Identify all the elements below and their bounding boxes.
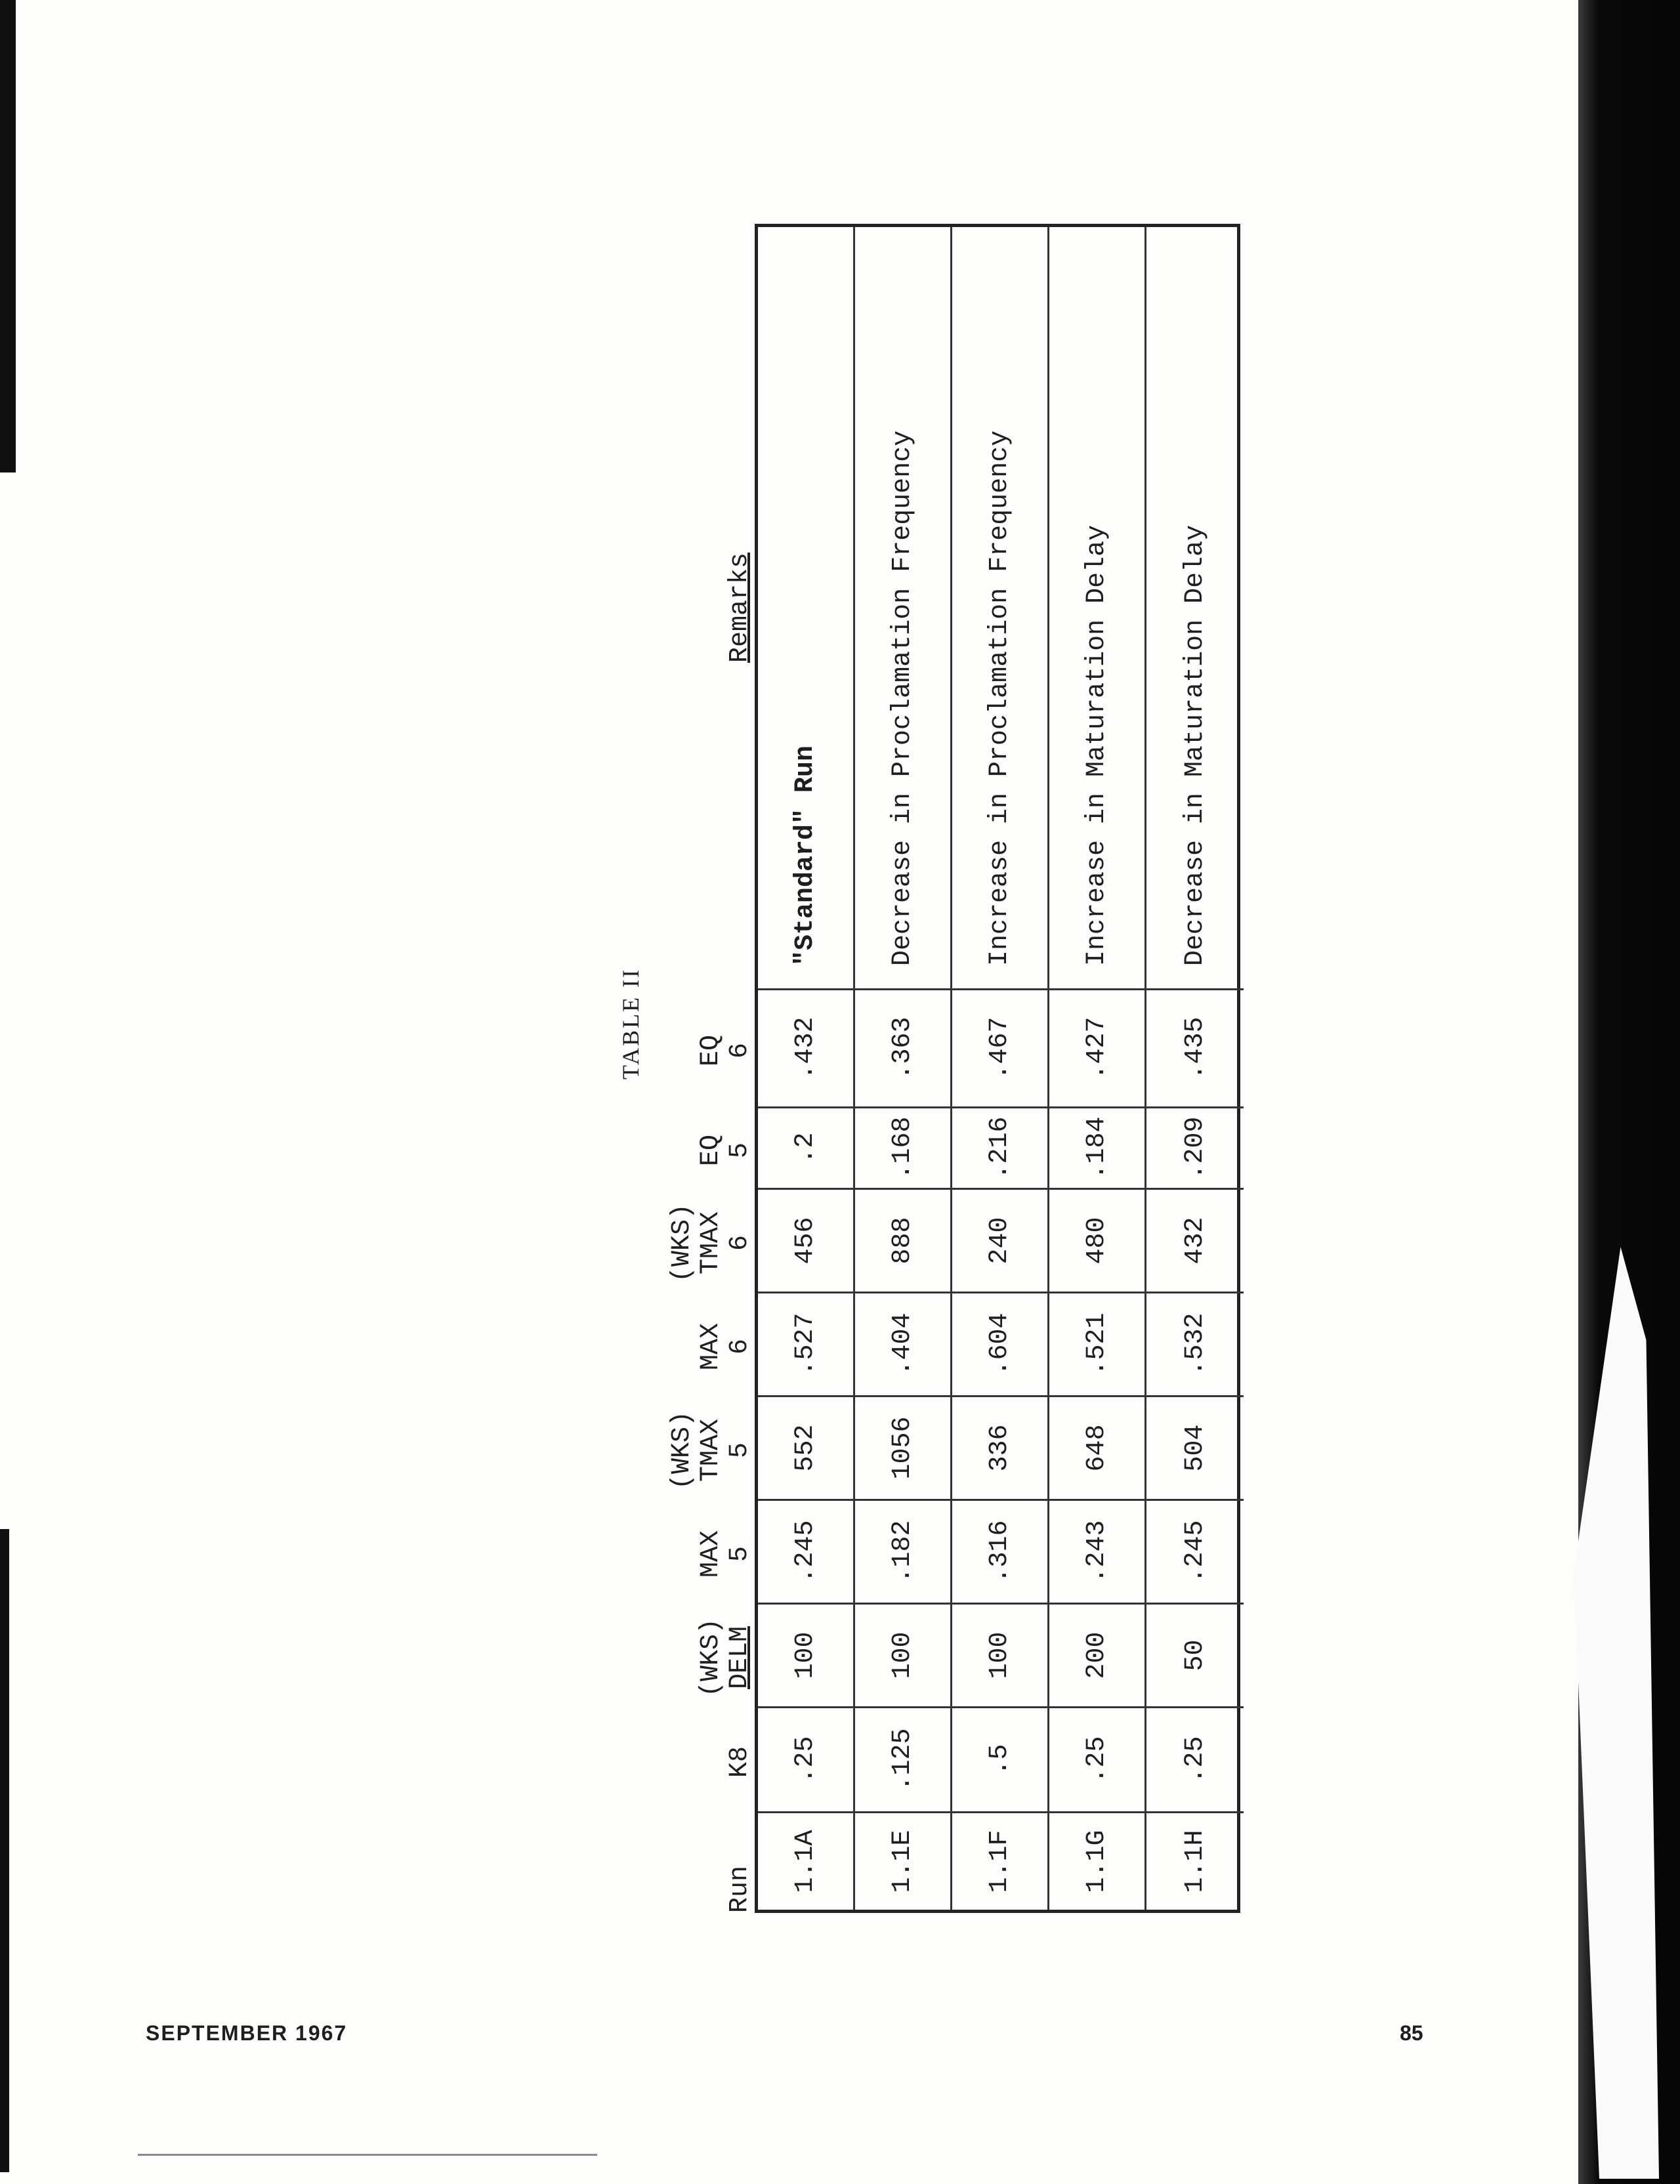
cell-eq6: .467 — [952, 988, 1047, 1106]
table-row — [1146, 227, 1244, 1910]
cell-max6: .527 — [758, 1292, 853, 1395]
table-row — [952, 227, 1049, 1910]
data-table — [755, 224, 1240, 1913]
header-tmax5-name: TMAX — [696, 1419, 726, 1482]
header-run-label: Run — [725, 1865, 755, 1913]
cell-tmax6: 480 — [1049, 1188, 1144, 1292]
header-tmax5 — [643, 1398, 755, 1502]
cell-tmax6: 888 — [855, 1188, 950, 1292]
table-row — [855, 227, 952, 1910]
scan-left-mark — [0, 1529, 33, 2172]
cell-remarks: Decrease in Maturation Delay — [1180, 524, 1210, 966]
cell-max5: .182 — [855, 1499, 950, 1603]
header-remarks — [643, 224, 755, 992]
header-tmax5-units: (WKS) — [667, 1410, 697, 1490]
cell-run: 1.1E — [855, 1811, 950, 1910]
header-delm-label: DELM — [725, 1626, 755, 1690]
cell-run: 1.1G — [1049, 1811, 1144, 1910]
cell-remarks: "Standard" Run — [791, 745, 820, 966]
header-max6-name: MAX — [696, 1323, 726, 1371]
header-eq5-name: EQ — [696, 1135, 726, 1167]
cell-remarks: Increase in Proclamation Frequency — [985, 430, 1015, 966]
cell-k8: .25 — [1146, 1706, 1244, 1811]
cell-delm: 100 — [952, 1603, 1047, 1706]
table-row — [1049, 227, 1146, 1910]
header-k8-label: K8 — [725, 1746, 755, 1778]
cell-max6: .604 — [952, 1292, 1047, 1395]
cell-k8: .125 — [855, 1706, 950, 1811]
cell-tmax6: 432 — [1146, 1188, 1244, 1292]
cell-k8: .25 — [758, 1706, 853, 1811]
cell-run: 1.1A — [758, 1811, 853, 1910]
cell-eq5: .2 — [758, 1106, 853, 1188]
header-run — [643, 1815, 755, 1913]
header-max5-name: MAX — [696, 1530, 726, 1578]
cell-max6: .532 — [1146, 1292, 1244, 1395]
cell-eq5: .216 — [952, 1106, 1047, 1188]
header-tmax6-units: (WKS) — [667, 1203, 697, 1283]
cell-remarks: Increase in Maturation Delay — [1082, 524, 1112, 966]
footer-date: SEPTEMBER 1967 — [146, 2021, 348, 2045]
cell-eq5: .184 — [1049, 1106, 1144, 1188]
header-tmax6-name: TMAX — [696, 1211, 726, 1275]
cell-eq6: .432 — [758, 988, 853, 1106]
cell-max6: .404 — [855, 1292, 950, 1395]
cell-k8: .5 — [952, 1706, 1047, 1811]
header-delm-units: (WKS) — [696, 1618, 726, 1698]
header-eq6-name: EQ — [696, 1035, 726, 1067]
cell-tmax5: 1056 — [855, 1395, 950, 1499]
cell-delm: 100 — [855, 1603, 950, 1706]
cell-max5: .245 — [1146, 1499, 1244, 1603]
cell-tmax5: 648 — [1049, 1395, 1144, 1499]
cell-tmax5: 336 — [952, 1395, 1047, 1499]
cell-max5: .316 — [952, 1499, 1047, 1603]
cell-run: 1.1H — [1146, 1811, 1244, 1910]
header-max5-num: 5 — [725, 1546, 755, 1563]
cell-tmax5: 504 — [1146, 1395, 1244, 1499]
scan-left-mark — [0, 0, 16, 472]
cell-tmax6: 240 — [952, 1188, 1047, 1292]
cell-eq6: .427 — [1049, 988, 1144, 1106]
header-remarks-label: Remarks — [725, 552, 755, 663]
header-eq5-num: 5 — [725, 1143, 755, 1159]
cell-remarks: Decrease in Proclamation Frequency — [888, 430, 917, 966]
cell-tmax6: 456 — [758, 1188, 853, 1292]
header-delm — [643, 1606, 755, 1710]
rotated-table-block — [617, 141, 1210, 1913]
header-max5 — [643, 1502, 755, 1606]
table-row — [758, 227, 855, 1910]
header-max6 — [643, 1295, 755, 1398]
cell-eq5: .168 — [855, 1106, 950, 1188]
header-eq6 — [643, 992, 755, 1110]
cell-k8: .25 — [1049, 1706, 1144, 1811]
cell-eq6: .363 — [855, 988, 950, 1106]
cell-max6: .521 — [1049, 1292, 1144, 1395]
header-tmax5-num: 5 — [725, 1442, 755, 1459]
scan-bottom-rule — [138, 2154, 597, 2156]
header-max6-num: 6 — [725, 1339, 755, 1355]
header-eq6-num: 6 — [725, 1043, 755, 1059]
cell-eq5: .209 — [1146, 1106, 1244, 1188]
table-title: TABLE II — [618, 967, 644, 1080]
cell-tmax5: 552 — [758, 1395, 853, 1499]
cell-delm: 50 — [1146, 1603, 1244, 1706]
header-k8 — [643, 1710, 755, 1815]
header-tmax6 — [643, 1191, 755, 1295]
cell-delm: 100 — [758, 1603, 853, 1706]
cell-run: 1.1F — [952, 1811, 1047, 1910]
cell-eq6: .435 — [1146, 988, 1244, 1106]
header-tmax6-num: 6 — [725, 1235, 755, 1251]
page-number: 85 — [1400, 2021, 1423, 2045]
cell-delm: 200 — [1049, 1603, 1144, 1706]
cell-max5: .243 — [1049, 1499, 1144, 1603]
cell-max5: .245 — [758, 1499, 853, 1603]
header-eq5 — [643, 1110, 755, 1191]
